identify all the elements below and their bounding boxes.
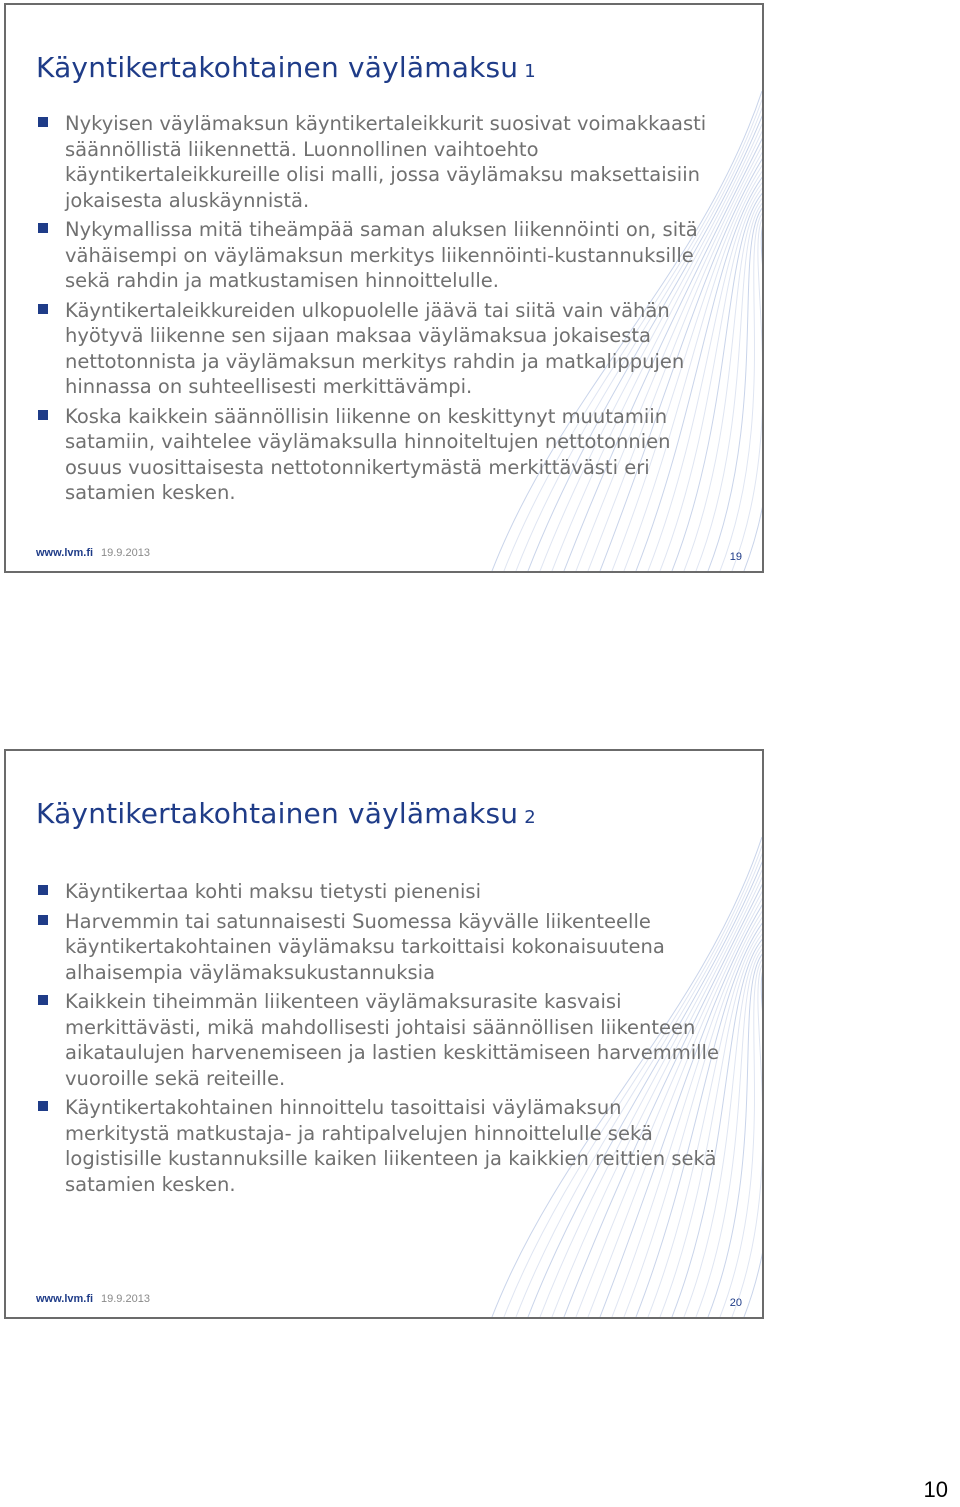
list-item: Harvemmin tai satunnaisesti Suomessa käyvälle liikenteelle käyntikertakohtainen väylämaksu tarkoittaisi kokonaisuutena alhaisempia väylämaksukustannuksia [36, 909, 722, 986]
list-item: Käyntikertakohtainen hinnoittelu tasoittaisi väylämaksun merkitystä matkustaja- ja rahtipalvelujen hinnoittelulle sekä logistisille kustannuksille kaiken liikenteen ja kaikkien reittien sekä satamien kesken. [36, 1095, 722, 1197]
curve-line [744, 214, 762, 571]
list-item: Käyntikertaleikkureiden ulkopuolelle jäävä tai siitä vain vähän hyötyvä liikenne sen sijaan maksaa väylämaksua jokaisesta nettotonnista ja väylämaksun merkitys rahdin ja matkalippujen hinnassa on suhteellisesti merkittävämpi. [36, 298, 722, 400]
slide-title: Käyntikertakohtainen väylämaksu 1 [36, 51, 536, 84]
bullet-square-icon [38, 223, 48, 233]
slide-page-number: 19 [729, 551, 742, 563]
footer-url: www.lvm.fi [36, 1293, 94, 1305]
bullet-list [36, 111, 722, 510]
slide-20 [4, 749, 764, 1319]
list-item: Nykyisen väylämaksun käyntikertaleikkurit suosivat voimakkaasti säännöllistä liikennettä. Luonnollinen vaihtoehto käyntikertaleikkureille olisi malli, jossa väylämaksu maksettaisiin jokaisesta aluskäynnistä. [36, 111, 722, 213]
list-item: Nykymallissa mitä tiheämpää saman aluksen liikennöinti on, sitä vähäisempi on väylämaksun merkitys liikennöinti-kustannuksille sekä rahdin ja matkustamisen hinnoittelulle. [36, 217, 722, 294]
slide-page-number: 20 [729, 1297, 742, 1309]
slide-19 [4, 3, 764, 573]
slide-title: Käyntikertakohtainen väylämaksu 2 [36, 797, 536, 830]
curve-line [720, 951, 762, 1317]
curve-line [729, 956, 762, 1317]
bullet-square-icon [38, 915, 48, 925]
curve-line [720, 205, 762, 571]
footer-date: 19.9.2013 [101, 1293, 150, 1305]
list-item: Kaikkein tiheimmän liikenteen väylämaksurasite kasvaisi merkittävästi, mikä mahdollisesti johtaisi säännöllisen liikenteen aikataulujen harvenemiseen ja lastien keskittämiseen harvemmille vuoroille sekä reiteille. [36, 989, 722, 1091]
footer-url: www.lvm.fi [36, 547, 94, 559]
curve-line [729, 210, 762, 571]
list-item: Koska kaikkein säännöllisin liikenne on keskittynyt muutamiin satamiin, vaihtelee väylämaksulla hinnoiteltujen nettotonnien osuus vuosittaisesta nettotonnikertymästä merkittävästi eri satamien kesken. [36, 404, 722, 506]
bullet-square-icon [38, 410, 48, 420]
bullet-square-icon [38, 304, 48, 314]
bullet-list [36, 879, 722, 1201]
handout-page-number: 10 [923, 1477, 948, 1502]
bullet-square-icon [38, 117, 48, 127]
footer-date: 19.9.2013 [101, 547, 150, 559]
list-item: Käyntikertaa kohti maksu tietysti pienenisi [36, 879, 722, 905]
curve-line [744, 960, 762, 1317]
bullet-square-icon [38, 1101, 48, 1111]
bullet-square-icon [38, 995, 48, 1005]
bullet-square-icon [38, 885, 48, 895]
